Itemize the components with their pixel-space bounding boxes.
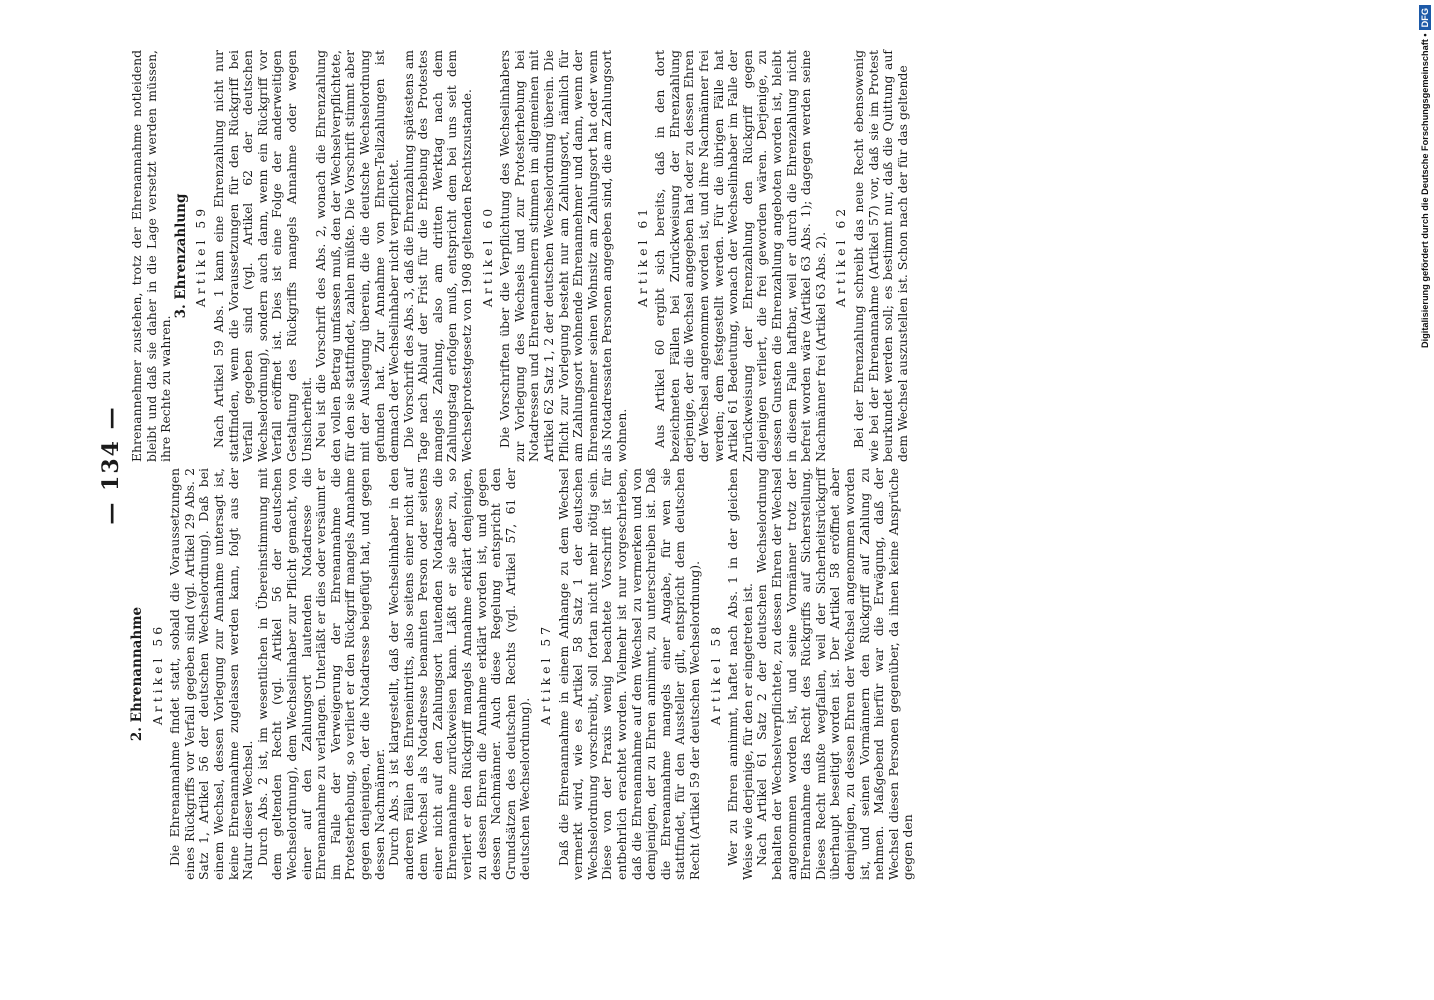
article-heading: Artikel 62 <box>833 204 849 308</box>
section-heading: 3. Ehrenzahlung <box>172 193 189 319</box>
right-column <box>129 50 910 462</box>
paragraph: Ehrenannehmer zustehen, trotz der Ehrenannahme notleidend bleibt und daß sie daher in die Lage versetzt werden müssen, ihre Rechte zu wahren. <box>129 50 174 462</box>
paragraph: Aus Artikel 60 ergibt sich bereits, daß in den dort bezeichneten Fällen bei Zurückweisung der Ehrenzahlung derjenige, der die Wechsel angegeben hat oder zu dessen Ehren der Wechsel angenommen worden ist, und ihre Nachmänner frei werden; dem festgestellt werden. Für die übrigen Fälle hat Artikel 61 Bedeutung, wonach der Wechselinhaber im Falle der Zurückweisung der Ehrenzahlung den Rückgriff gegen diejenigen verliert, die frei geworden wären. Derjenige, zu dessen Gunsten die Ehrenzahlung angeboten worden ist, bleibt in diesem Falle haftbar, weil er durch die Ehrenzahlung nicht befreit worden wäre (Artikel 63 Abs. 1); dagegen werden seine Nachmänner frei (Artikel 63 Abs. 2). <box>652 50 828 462</box>
paragraph: Nach Artikel 61 Satz 2 der deutschen Wechselordnung behalten der Wechselverpflichtete, zu dessen Ehren der Wechsel angenommen worden ist, und seine Vormänner trotz der Ehrenannahme das Recht des Rückgriffs auf Sicherstellung. Dieses Recht mußte wegfallen, weil der Sicherheitsrückgriff überhaupt beseitigt worden ist. Der Artikel 58 eröffnet aber demjenigen, zu dessen Ehren der Wechsel angenommen worden ist, und seinen Vormännern den Rückgriff auf Zahlung zu nehmen. Maßgebend hierfür war die Erwägung, daß der Wechsel diesen Personen gegenüber, da ihnen keine Ansprüche gegen den <box>754 468 916 880</box>
digitization-credit-text: Digitalisierung gefördert durch die Deutsche Forschungsgemeinschaft • <box>1420 33 1430 349</box>
dfg-logo: DFG <box>1419 5 1431 30</box>
article-heading: Artikel 59 <box>193 204 209 308</box>
section-heading: 2. Ehrenannahme <box>129 606 145 742</box>
paragraph: Durch Abs. 2 ist, im wesentlichen in Übereinstimmung mit dem geltenden Recht (vgl. Artikel 56 der deutschen Wechselordnung), dem Wechselinhaber zur Pflicht gemacht, von einer auf den Zahlungsort lautenden Notadresse die Ehrenannahme zu verlangen. Unterläßt er dies oder versäumt er im Falle der Verweigerung der Ehrenannahme die Protesterhebung, so verliert er den Rückgriff mangels Annahme gegen denjenigen, der die Notadresse beigefügt hat, und gegen dessen Nachmänner. <box>254 468 387 880</box>
paragraph: Durch Abs. 3 ist klargestellt, daß der Wechselinhaber in den anderen Fällen des Ehreneintritts, also seitens einer nicht auf dem Wechsel als Notadresse benannten Person oder seitens einer nicht auf den Zahlungsort lautenden Notadresse die Ehrenannahme zurückweisen kann. Läßt er sie aber zu, so verliert er den Rückgriff mangels Annahme erklärt denjenigen, zu dessen Ehren die Annahme erklärt worden ist, und gegen dessen Nachmänner. Auch diese Regelung entspricht den Grundsätzen des deutschen Rechts (vgl. Artikel 57, 61 der deutschen Wechselordnung). <box>386 468 533 880</box>
paragraph: Nach Artikel 59 Abs. 1 kann eine Ehrenzahlung nicht nur stattfinden, wenn die Voraussetzungen für den Rückgriff bei Verfall gegeben sind (vgl. Artikel 62 der deutschen Wechselordnung), sondern auch dann, wenn ein Rückgriff vor Verfall eröffnet ist. Dies ist eine Folge der anderweitigen Gestaltung des Rückgriffs mangels Annahme oder wegen Unsicherheit. <box>210 50 314 462</box>
paragraph: Die Vorschriften über die Verpflichtung des Wechselinhabers zur Vorlegung des Wechsels und zur Protesterhebung bei Notadressen und Ehrenannehmern stimmen im allgemeinen mit Artikel 62 Satz 1, 2 der deutschen Wechselordnung überein. Die Pflicht zur Vorlegung besteht nur am Zahlungsort, nämlich für am Zahlungsort wohnende Ehrenannehmer und dann, wenn der Ehrenannehmer seinen Wohnsitz am Zahlungsort hat oder wenn als Notadressaten Personen angegeben sind, die am Zahlungsort wohnen. <box>497 50 629 462</box>
digitization-credit <box>1418 5 1432 995</box>
article-heading: Artikel 58 <box>707 622 723 726</box>
page-number: — 134 — <box>98 405 124 525</box>
article-heading: Artikel 61 <box>634 204 650 308</box>
paragraph: Die Vorschrift des Abs. 3, daß die Ehrenzahlung spätestens am Tage nach Ablauf der Frist für die Erhebung des Protestes mangels Zahlung, also am dritten Werktag nach dem Zahlungstag erfolgen muß, entspricht dem bei uns seit dem Wechselprotestgesetz von 1908 geltenden Rechtszustande. <box>400 50 475 462</box>
article-heading: Artikel 60 <box>479 204 495 308</box>
article-heading: Artikel 56 <box>149 622 165 726</box>
paragraph: Bei der Ehrenzahlung schreibt das neue Recht ebensowenig wie bei der Ehrenannahme (Artikel 57) vor, daß sie im Protest beurkundet werden soll; es bestimmt nur, daß die Quittung auf dem Wechsel auszustellen ist. Schon nach der für das geltende <box>850 50 910 462</box>
paragraph: Daß die Ehrenannahme in einem Anhange zu dem Wechsel vermerkt wird, wie es Artikel 58 Satz 1 der deutschen Wechselordnung vorschreibt, soll fortan nicht mehr nötig sein. Diese von der Praxis wenig beachtete Vorschrift ist für entbehrlich erachtet worden. Vielmehr ist nur vorgeschrieben, daß die Ehrenannahme auf dem Wechsel zu vermerken und von demjenigen, der zu Ehren annimmt, zu unterschreiben ist. Daß die Ehrenannahme mangels einer Angabe, für wen sie stattfindet, für den Aussteller gilt, entspricht dem deutschen Recht (Artikel 59 der deutschen Wechselordnung). <box>555 468 702 880</box>
paragraph: Die Ehrenannahme findet statt, sobald die Voraussetzungen eines Rückgriffs vor Verfall gegeben sind (vgl. Artikel 29 Abs. 2 Satz 1, Artikel 56 der deutschen Wechselordnung). Daß bei einem Wechsel, dessen Vorlegung zur Annahme untersagt ist, keine Ehrenannahme zugelassen werden kann, folgt aus der Natur dieser Wechsel. <box>167 468 256 880</box>
article-heading: Artikel 57 <box>538 622 554 726</box>
rotated-page <box>98 50 916 880</box>
paragraph: Wer zu Ehren annimmt, haftet nach Abs. 1 in der gleichen Weise wie derjenige, für den er eingetreten ist. <box>725 468 755 880</box>
paragraph: Neu ist die Vorschrift des Abs. 2, wonach die Ehrenzahlung den vollen Betrag umfassen muß, den der Wechselverpflichtete, für den sie stattfindet, zahlen müßte. Die Vorschrift stimmt aber mit der Auslegung überein, die die deutsche Wechselordnung gefunden hat. Zur Annahme von Ehren-Teilzahlungen ist demnach der Wechselinhaber nicht verpflichtet. <box>313 50 402 462</box>
left-column <box>129 468 916 880</box>
